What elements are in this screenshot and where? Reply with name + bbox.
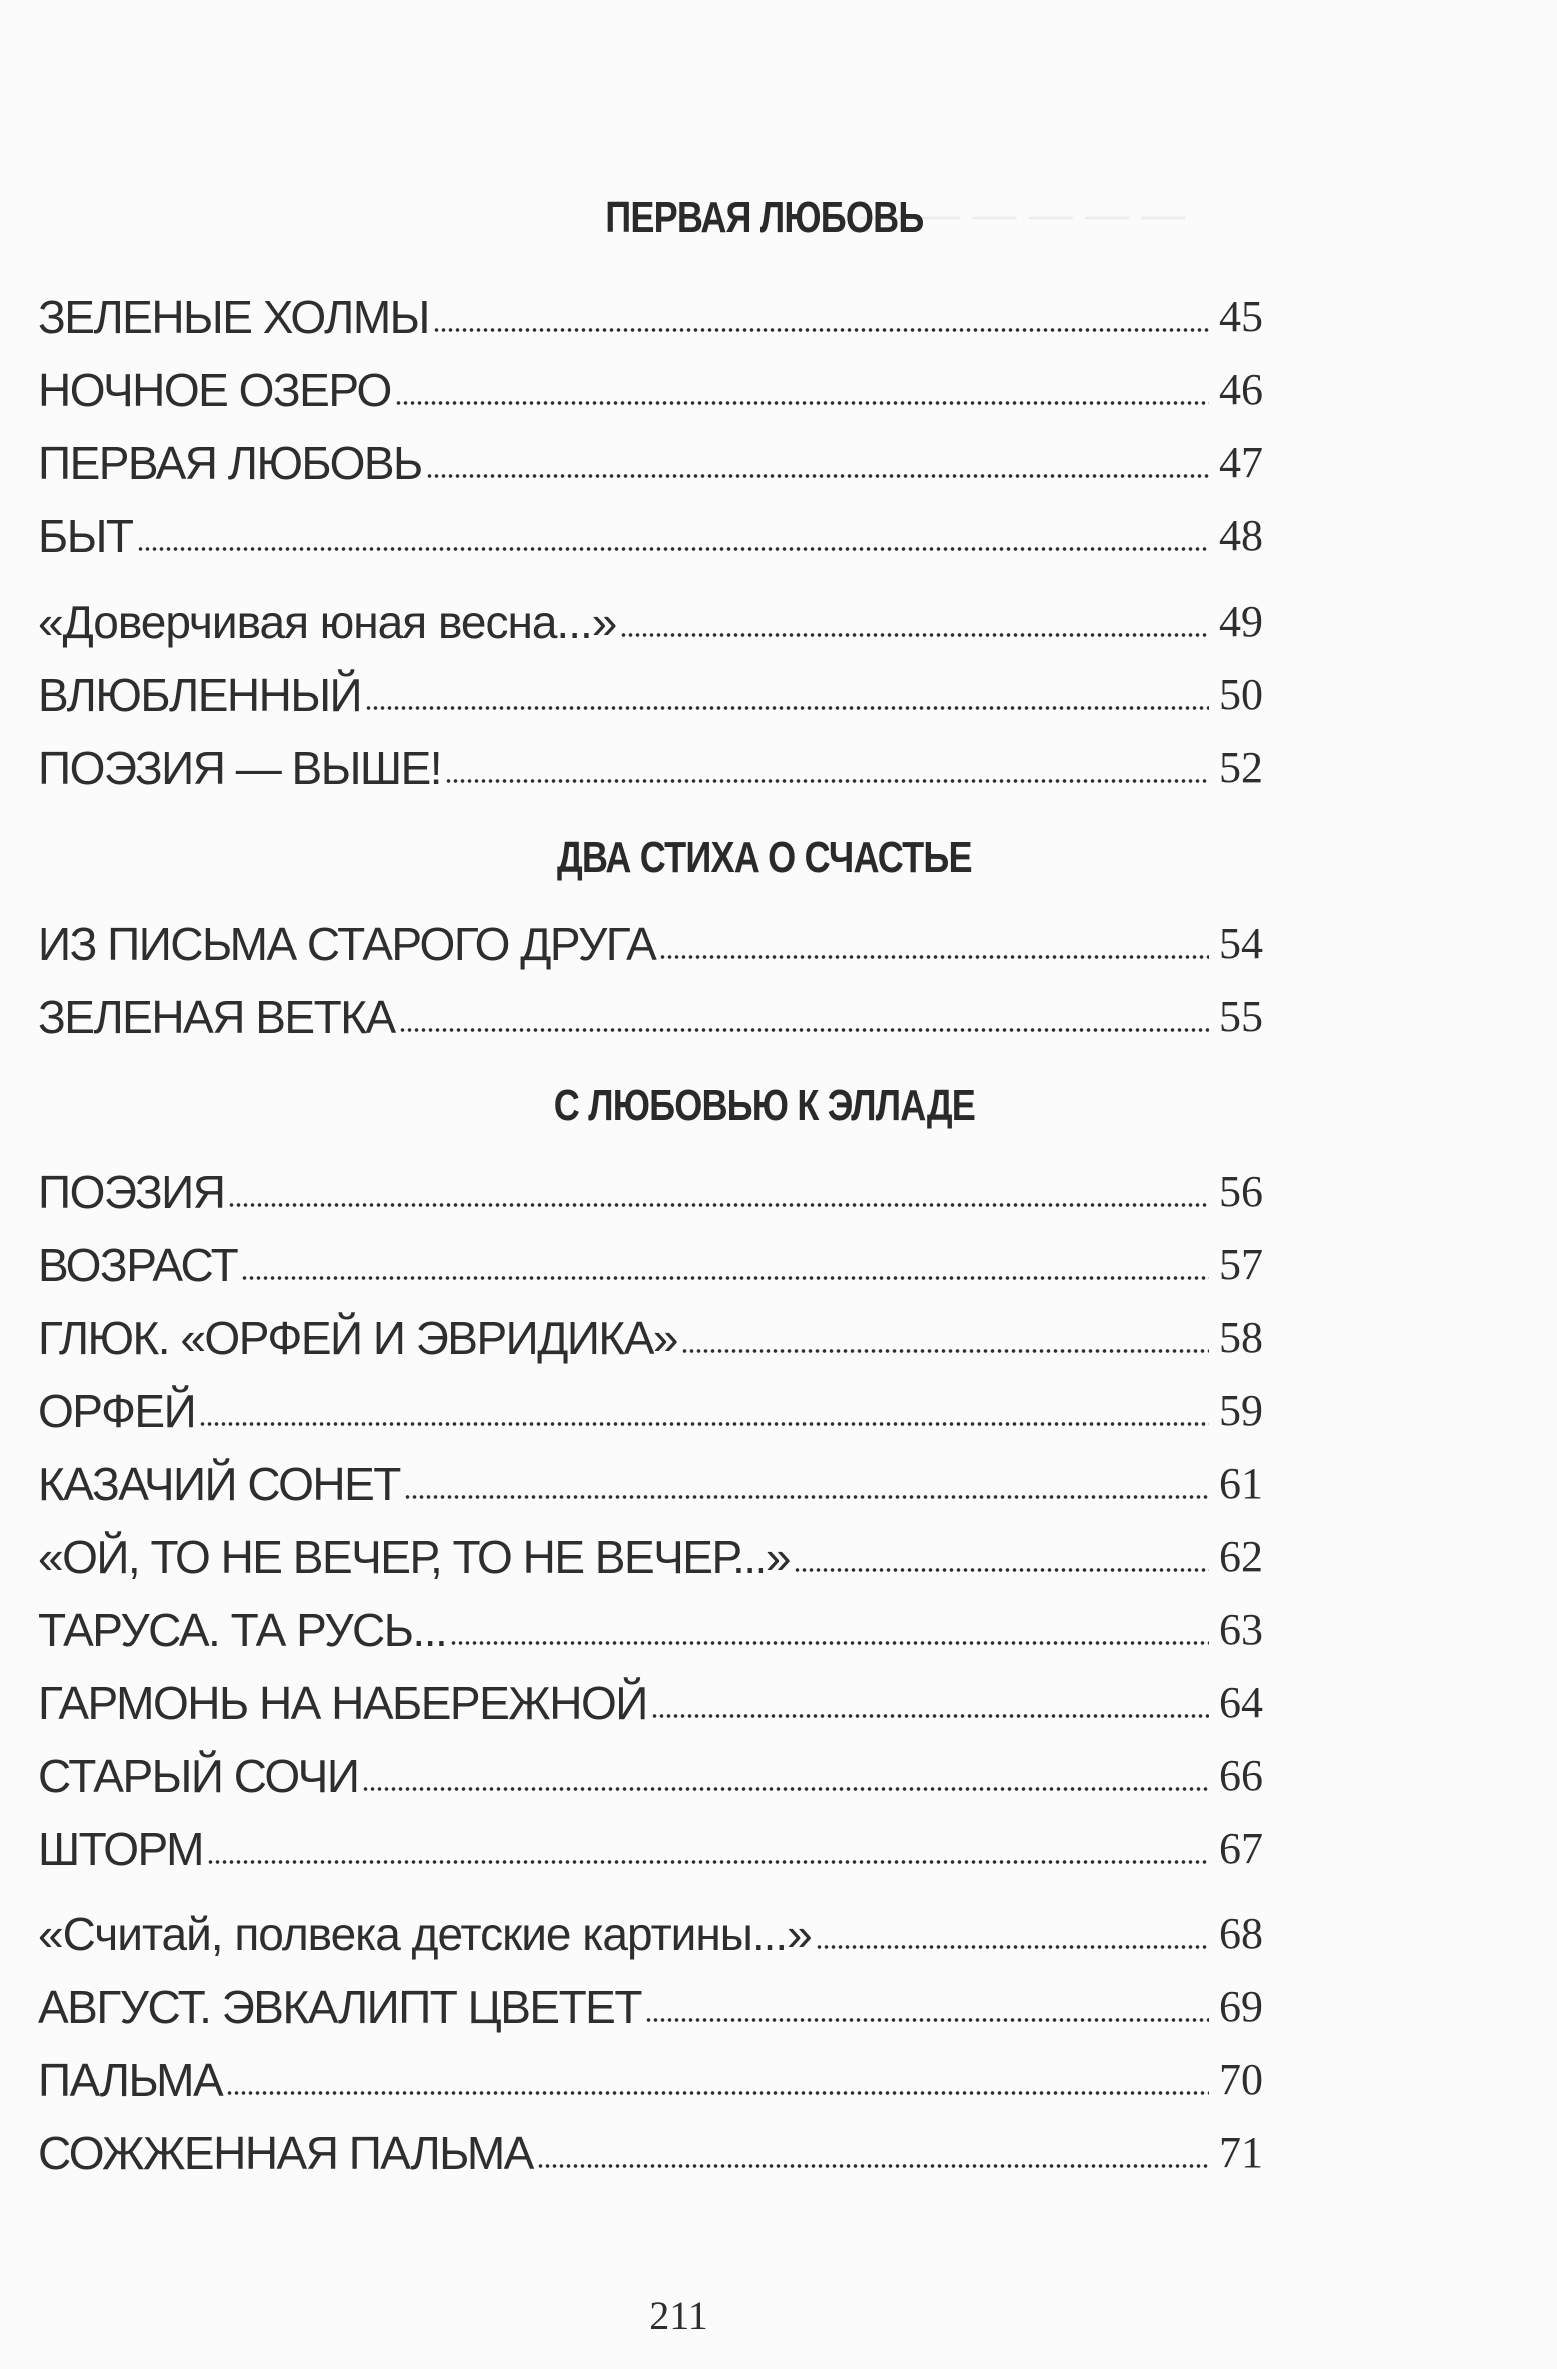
toc-entry[interactable] (38, 1744, 1263, 1804)
dot-leader (450, 1640, 1209, 1646)
entry-page-number: 61 (1219, 1459, 1263, 1508)
dot-leader (537, 2163, 1209, 2169)
entry-page-number: 56 (1219, 1167, 1263, 1216)
dot-leader (445, 778, 1209, 784)
entry-title: ПАЛЬМА (38, 2054, 223, 2106)
toc-entry[interactable] (38, 1452, 1263, 1512)
entry-title: ПОЭЗИЯ — ВЫШЕ! (38, 742, 442, 794)
entry-title: ГАРМОНЬ НА НАБЕРЕЖНОЙ (38, 1677, 647, 1729)
toc-entry[interactable] (38, 504, 1263, 564)
dot-leader (228, 1202, 1209, 1208)
entry-page-number: 46 (1219, 365, 1263, 414)
toc-entry[interactable] (38, 2121, 1263, 2181)
toc-entry[interactable] (38, 663, 1263, 723)
entry-title: АВГУСТ. ЭВКАЛИПТ ЦВЕТЕТ (38, 1981, 641, 2033)
entry-title: ВЛЮБЛЕННЫЙ (38, 669, 362, 721)
toc-entry[interactable] (38, 1902, 1263, 1962)
toc-entry[interactable] (38, 1671, 1263, 1731)
entry-title: «Доверчивая юная весна...» (38, 596, 617, 648)
entry-page-number: 67 (1219, 1824, 1263, 1873)
section-heading: ПЕРВАЯ ЛЮБОВЬ (605, 193, 924, 242)
entry-title: БЫТ (38, 510, 133, 562)
toc-entry[interactable] (38, 1379, 1263, 1439)
dot-leader (399, 1027, 1209, 1033)
entry-page-number: 52 (1219, 743, 1263, 792)
entry-title: ПОЭЗИЯ (38, 1166, 225, 1218)
toc-entry[interactable] (38, 590, 1263, 650)
entry-page-number: 69 (1219, 1982, 1263, 2031)
entry-page-number: 50 (1219, 670, 1263, 719)
dot-leader (365, 705, 1209, 711)
entry-page-number: 63 (1219, 1605, 1263, 1654)
page-number: 211 (649, 2293, 708, 2338)
toc-entry[interactable] (38, 1817, 1263, 1877)
entry-page-number: 57 (1219, 1240, 1263, 1289)
dot-leader (207, 1859, 1209, 1865)
entry-title: ПЕРВАЯ ЛЮБОВЬ (38, 437, 422, 489)
toc-entry[interactable] (38, 1525, 1263, 1585)
dot-leader (226, 2090, 1209, 2096)
dot-leader (651, 1713, 1209, 1719)
toc-entry[interactable] (38, 912, 1263, 972)
entry-title: СТАРЫЙ СОЧИ (38, 1750, 359, 1802)
toc-entry[interactable] (38, 285, 1263, 345)
bleed-through-text: — — — — — — (860, 190, 1186, 239)
entry-title: «ОЙ, ТО НЕ ВЕЧЕР, ТО НЕ ВЕЧЕР...» (38, 1531, 790, 1583)
dot-leader (620, 632, 1209, 638)
dot-leader (395, 400, 1209, 406)
entry-page-number: 68 (1219, 1909, 1263, 1958)
dot-leader (433, 327, 1209, 333)
dot-leader (199, 1421, 1209, 1427)
entry-title: ЗЕЛЕНЫЕ ХОЛМЫ (38, 291, 429, 343)
entry-page-number: 47 (1219, 438, 1263, 487)
entry-title: НОЧНОЕ ОЗЕРО (38, 364, 391, 416)
entry-page-number: 71 (1219, 2128, 1263, 2177)
entry-title: КАЗАЧИЙ СОНЕТ (38, 1458, 400, 1510)
toc-entry[interactable] (38, 431, 1263, 491)
entry-page-number: 62 (1219, 1532, 1263, 1581)
toc-entry[interactable] (38, 2048, 1263, 2108)
dot-leader (404, 1494, 1209, 1500)
entry-title: СОЖЖЕННАЯ ПАЛЬМА (38, 2127, 533, 2179)
toc-entry[interactable] (38, 1233, 1263, 1293)
entry-page-number: 54 (1219, 919, 1263, 968)
entry-page-number: 58 (1219, 1313, 1263, 1362)
entry-page-number: 64 (1219, 1678, 1263, 1727)
toc-entry[interactable] (38, 1160, 1263, 1220)
entry-page-number: 48 (1219, 511, 1263, 560)
entry-page-number: 45 (1219, 292, 1263, 341)
dot-leader (794, 1567, 1209, 1573)
entry-title: ГЛЮК. «ОРФЕЙ И ЭВРИДИКА» (38, 1312, 677, 1364)
entry-title: ОРФЕЙ (38, 1385, 196, 1437)
dot-leader (137, 546, 1209, 552)
entry-title: «Считай, полвека детские картины...» (38, 1908, 812, 1960)
toc-entry[interactable] (38, 1306, 1263, 1366)
section-heading: С ЛЮБОВЬЮ К ЭЛЛАДЕ (553, 1081, 975, 1130)
toc-entry[interactable] (38, 985, 1263, 1045)
dot-leader (645, 2017, 1209, 2023)
entry-page-number: 55 (1219, 992, 1263, 1041)
entry-page-number: 59 (1219, 1386, 1263, 1435)
entry-title: ШТОРМ (38, 1823, 203, 1875)
toc-entry[interactable] (38, 358, 1263, 418)
toc-entry[interactable] (38, 736, 1263, 796)
toc-entry[interactable] (38, 1975, 1263, 2035)
entry-title: ЗЕЛЕНАЯ ВЕТКА (38, 991, 395, 1043)
dot-leader (426, 473, 1209, 479)
section-heading: ДВА СТИХА О СЧАСТЬЕ (557, 833, 972, 882)
dot-leader (816, 1944, 1209, 1950)
dot-leader (659, 954, 1209, 960)
dot-leader (681, 1348, 1209, 1354)
entry-page-number: 49 (1219, 597, 1263, 646)
dot-leader (362, 1786, 1209, 1792)
entry-page-number: 70 (1219, 2055, 1263, 2104)
entry-title: ТАРУСА. ТА РУСЬ... (38, 1604, 447, 1656)
toc-entry[interactable] (38, 1598, 1263, 1658)
dot-leader (241, 1275, 1209, 1281)
entry-page-number: 66 (1219, 1751, 1263, 1800)
entry-title: ВОЗРАСТ (38, 1239, 238, 1291)
entry-title: ИЗ ПИСЬМА СТАРОГО ДРУГА (38, 918, 656, 970)
